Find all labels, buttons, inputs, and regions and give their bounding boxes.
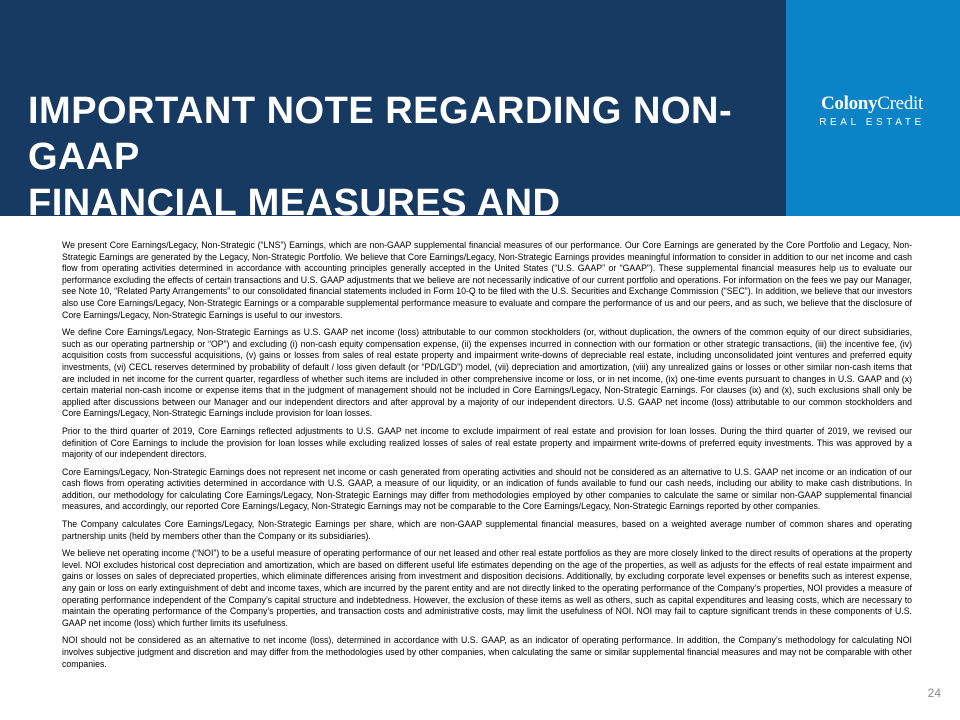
logo-wordmark <box>812 93 932 115</box>
paragraph-noi-limitations: NOI should not be considered as an alternative to net income (loss), determined in accordance with U.S. GAAP, as an indicator of operating performance. In addition, the Company’s methodology for calculating NOI involves subjective judgment and discretion and may differ from the methodologies used by other companies, when calculating the same or similar supplemental financial measures and may not be comparable with other companies. <box>62 635 912 669</box>
logo-word-colony: Colony <box>821 93 878 114</box>
paragraph-core-earnings-definition: We define Core Earnings/Legacy, Non-Strategic Earnings as U.S. GAAP net income (loss) attributable to our common stockholders (or, without duplication, the owners of the common equity of our direct subsidiaries, such as our operating partnership or “OP”) and excluding (i) non-cash equity compensation expense, (ii) the expenses incurred in connection with our formation or other strategic transactions, (iii) the incentive fee, (iv) acquisition costs from successful acquisitions, (v) gains or losses from sales of real estate property and impairment write-downs of depreciable real estate, including unconsolidated joint ventures and preferred equity investments, (vi) CECL reserves determined by probability of default / loss given default (or “PD/LGD”) model, (vii) depreciation and amortization, (viii) any unrealized gains or losses or other similar non-cash items that are included in net income for the current quarter, regardless of whether such items are included in other comprehensive income or loss, or in net income, (ix) one-time events pursuant to changes in U.S. GAAP and (x) certain material non-cash income or expense items that in the judgment of management should not be included in Core Earnings/Legacy, Non-Strategic Earnings. For clauses (ix) and (x), such exclusions shall only be applied after discussions between our Manager and our independent directors and after approval by a majority of our independent directors. U.S. GAAP net income (loss) attributable to our common stockholders and Core Earnings/Legacy, Non-Strategic Earnings include provision for loan losses. <box>62 327 912 419</box>
paragraph-core-earnings-intro: We present Core Earnings/Legacy, Non-Strategic (“LNS”) Earnings, which are non-GAAP supplemental financial measures of our performance. Our Core Earnings are generated by the Core Portfolio and Legacy, Non-Strategic Earnings are generated by the Legacy, Non-Strategic Portfolio. We believe that Core Earnings/Legacy, Non-Strategic Earnings provides meaningful information to consider in addition to our net income and cash flow from operating activities determined in accordance with accounting principles generally accepted in the United States (“U.S. GAAP” or “GAAP”). These supplemental financial measures help us to evaluate our performance excluding the effects of certain transactions and U.S. GAAP adjustments that we believe are not necessarily indicative of our current portfolio and operations. For information on the fees we pay our Manager, see Note 10, “Related Party Arrangements” to our consolidated financial statements included in Form 10-Q to be filed with the U.S. Securities and Exchange Commission (“SEC”). In addition, we believe that our investors also use Core Earnings/Legacy, Non-Strategic Earnings or a comparable supplemental performance measure to evaluate and compare the performance of us and our peers, and as such, we believe that the disclosure of Core Earnings/Legacy, Non-Strategic Earnings is useful to our investors. <box>62 240 912 320</box>
company-logo <box>812 93 932 130</box>
paragraph-limitations: Core Earnings/Legacy, Non-Strategic Earnings does not represent net income or cash generated from operating activities and should not be considered as an alternative to U.S. GAAP net income or an indication of our cash flows from operating activities determined in accordance with U.S. GAAP, a measure of our liquidity, or an indication of funds available to fund our cash needs, including our ability to make cash distributions. In addition, our methodology for calculating Core Earnings/Legacy, Non-Strategic Earnings may differ from methodologies employed by other companies to calculate the same or similar non-GAAP supplemental financial measures, and accordingly, our reported Core Earnings/Legacy, Non-Strategic Earnings may not be comparable to the Core Earnings/Legacy, Non-Strategic Earnings reported by other companies. <box>62 466 912 512</box>
paragraph-definition-revision: Prior to the third quarter of 2019, Core Earnings reflected adjustments to U.S. GAAP net income to exclude impairment of real estate and provision for loan losses. During the third quarter of 2019, we revised our definition of Core Earnings to include the provision for loan losses while excluding realized losses of sales of real estate property and impairment write-downs of preferred equity investments. This was approved by a majority of our independent directors. <box>62 425 912 460</box>
body-text <box>62 240 912 676</box>
page-title-line-2: FINANCIAL MEASURES AND DEFINITIONS <box>28 182 561 270</box>
paragraph-noi-definition: We believe net operating income (“NOI”) to be a useful measure of operating performance of our net leased and other real estate portfolios as they are more closely linked to the direct results of operations at the property level. NOI excludes historical cost depreciation and amortization, which are based on different useful life estimates depending on the age of the properties, as well as adjusts for the effects of real estate impairment and gains or losses on sales of depreciated properties, which eliminate differences arising from investment and disposition decisions. Additionally, by excluding corporate level expenses or benefits such as interest expense, any gain or loss on early extinguishment of debt and income taxes, which are incurred by the parent entity and are not directly linked to the operating performance of the Company’s properties, NOI provides a measure of operating performance independent of the Company’s capital structure and indebtedness. However, the exclusion of these items as well as others, such as capital expenditures and leasing costs, which are necessary to maintain the operating performance of the Company’s properties, and transaction costs and administrative costs, may limit the usefulness of NOI. NOI may fail to capture significant trends in these components of U.S. GAAP net income (loss) which further limits its usefulness. <box>62 548 912 628</box>
page-title-line-1: IMPORTANT NOTE REGARDING NON-GAAP <box>28 90 733 178</box>
paragraph-per-share: The Company calculates Core Earnings/Legacy, Non-Strategic Earnings per share, which are non-GAAP supplemental financial measures, based on a weighted average number of common shares and operating partnership units (held by members other than the Company or its subsidiaries). <box>62 519 912 541</box>
page-number: 24 <box>927 686 941 700</box>
logo-subtitle: REAL ESTATE <box>819 117 925 128</box>
logo-word-credit: Credit <box>877 93 923 114</box>
